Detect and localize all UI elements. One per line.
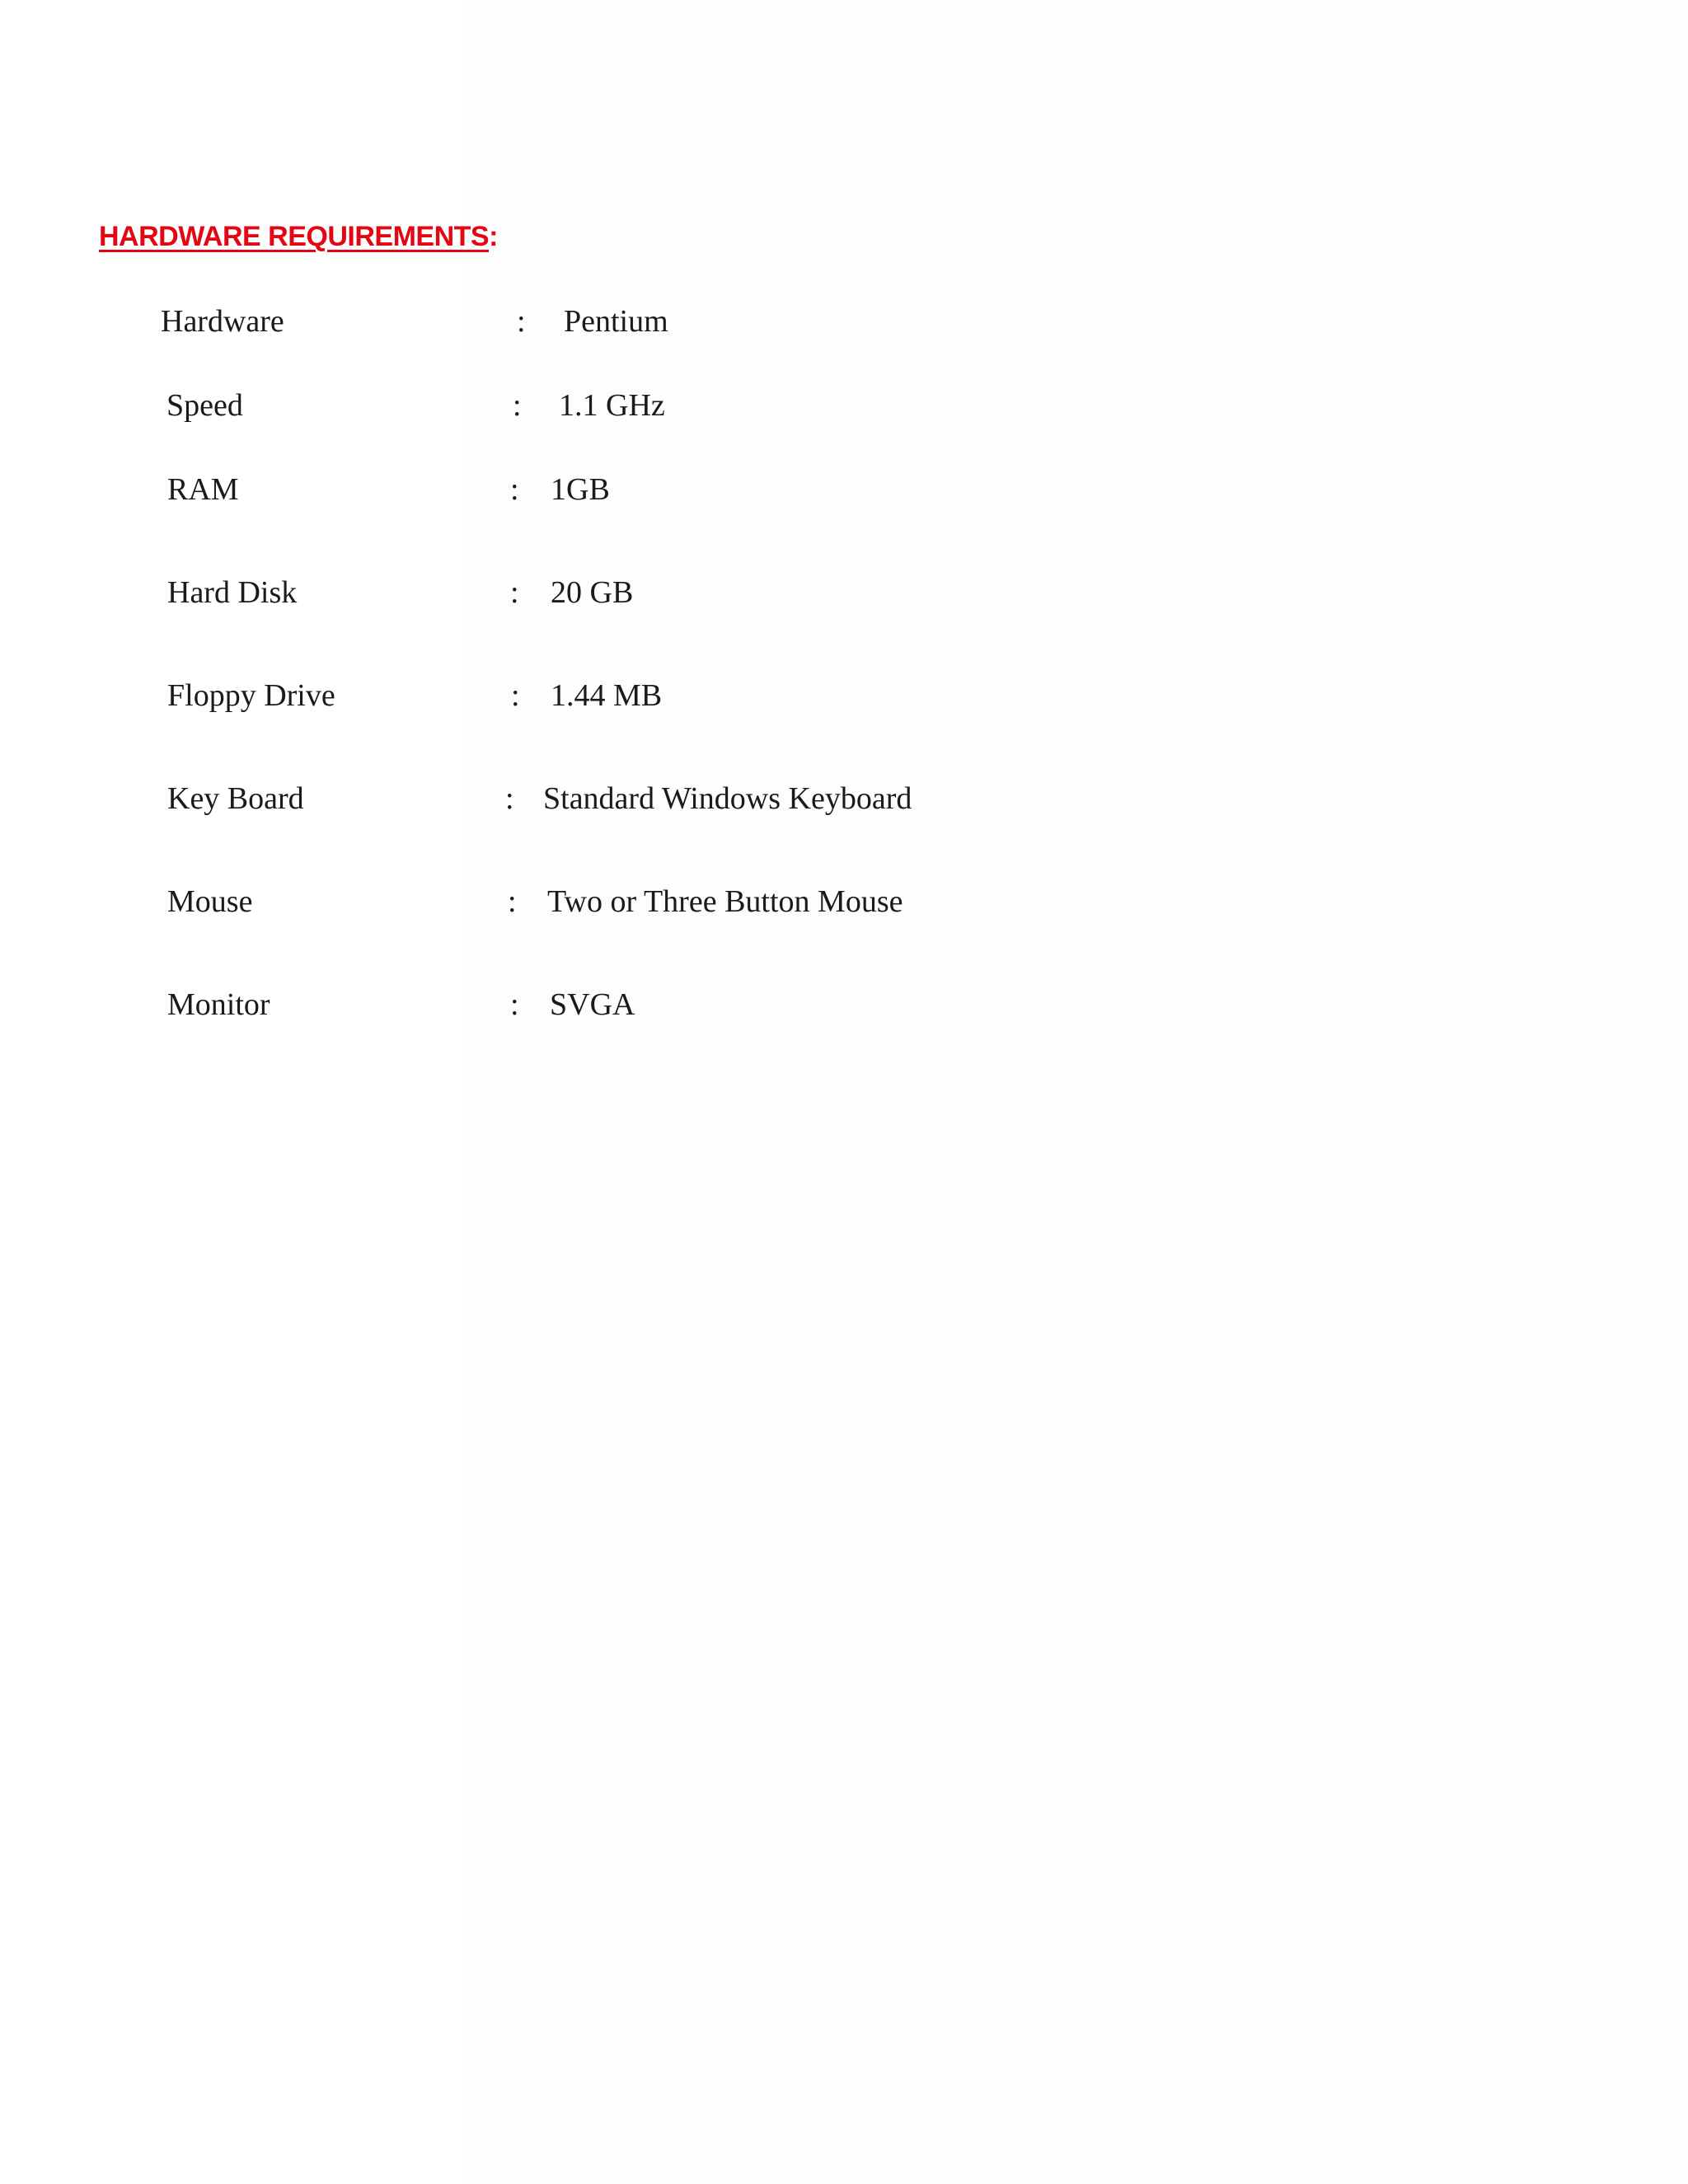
spec-value: 1GB [551, 472, 610, 507]
spec-value: Pentium [564, 304, 668, 339]
spec-row-hardware [0, 298, 1688, 344]
spec-label: Hard Disk [167, 575, 298, 610]
spec-label: Monitor [167, 987, 270, 1022]
section-heading-colon: : [489, 221, 498, 252]
spec-value: Standard Windows Keyboard [543, 781, 912, 816]
spec-row-mouse [0, 879, 1688, 925]
spec-value: 20 GB [551, 575, 634, 610]
spec-separator: : [510, 987, 519, 1022]
spec-separator: : [510, 575, 519, 610]
spec-separator: : [508, 884, 517, 919]
spec-separator: : [511, 678, 520, 713]
spec-label: RAM [167, 472, 239, 507]
spec-separator: : [510, 472, 519, 507]
spec-separator: : [517, 304, 526, 339]
spec-row-keyboard [0, 776, 1688, 822]
spec-value: SVGA [550, 987, 635, 1022]
spec-separator: : [513, 388, 522, 423]
spec-value: 1.1 GHz [559, 388, 665, 423]
spec-value: Two or Three Button Mouse [547, 884, 903, 919]
spec-separator: : [505, 781, 514, 816]
spec-label: Key Board [167, 781, 304, 816]
section-heading-text: HARDWARE REQUIREMENTS [99, 221, 490, 252]
spec-label: Floppy Drive [167, 678, 335, 713]
spec-label: Mouse [167, 884, 253, 919]
spec-label: Hardware [161, 304, 284, 339]
spec-value: 1.44 MB [551, 678, 663, 713]
spec-row-monitor [0, 982, 1688, 1028]
spec-row-ram [0, 466, 1688, 513]
spec-label: Speed [166, 388, 243, 423]
spec-row-hard-disk [0, 569, 1688, 616]
section-heading [99, 218, 498, 255]
spec-row-floppy-drive [0, 673, 1688, 719]
spec-row-speed [0, 382, 1688, 429]
